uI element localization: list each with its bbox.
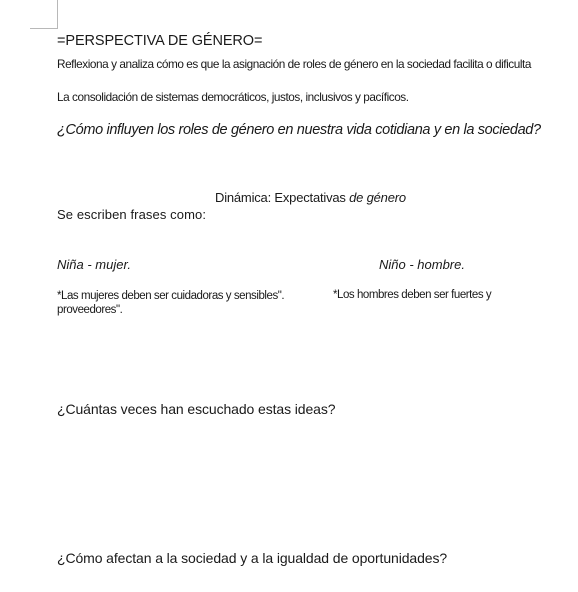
girl-woman-heading: Niña - mujer. — [57, 257, 131, 272]
boy-man-heading: Niño - hombre. — [379, 257, 465, 272]
document-title: =PERSPECTIVA DE GÉNERO= — [57, 33, 263, 49]
dynamic-topic: de género — [349, 190, 406, 205]
margin-corner-mark-vertical — [57, 0, 58, 28]
question-how-many-times: ¿Cuántas veces han escuchado estas ideas? — [57, 401, 336, 417]
question-impact-equality: ¿Cómo afectan a la sociedad y a la igualdad de oportunidades? — [57, 550, 448, 566]
dynamic-label: Dinámica: Expectativas — [215, 190, 346, 205]
intro-paragraph-continuation: La consolidación de sistemas democráticos, justos, inclusivos y pacíficos. — [57, 90, 409, 104]
women-expectation-phrase: *Las mujeres deben ser cuidadoras y sensibles". proveedores". — [57, 290, 285, 316]
phrases-intro: Se escriben frases como: — [57, 207, 207, 222]
intro-paragraph: Reflexiona y analiza cómo es que la asignación de roles de género en la sociedad facilita o dificulta — [57, 57, 531, 71]
reflection-question-roles: ¿Cómo influyen los roles de género en nuestra vida cotidiana y en la sociedad? — [57, 122, 541, 138]
men-expectation-phrase: *Los hombres deben ser fuertes y — [333, 289, 492, 301]
margin-corner-mark-horizontal — [30, 28, 58, 29]
dynamic-heading — [215, 190, 406, 205]
